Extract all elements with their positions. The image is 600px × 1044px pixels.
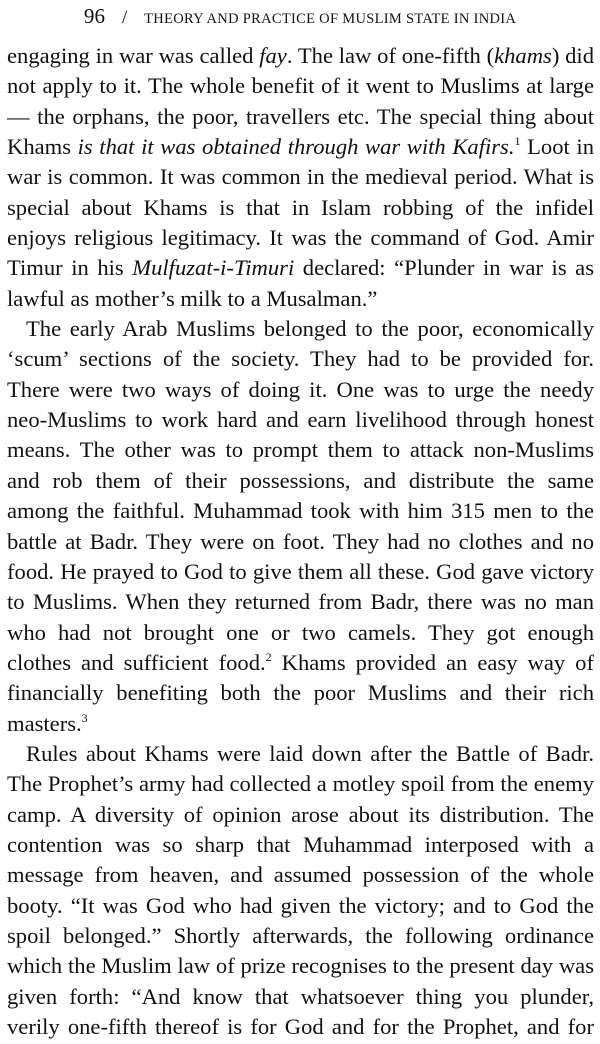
text-run: Khams provided an easy way of financially benefiting both the poor Muslims and their rich masters. xyxy=(7,649,594,736)
text-run: engaging in war was called xyxy=(7,43,260,68)
text-run: ) did not apply to it. The whole benefit of it went to Muslims at large — the orphans, the poor, travellers etc. The special thing about Khams xyxy=(7,43,594,160)
italic-text: khams xyxy=(494,43,552,68)
footnote-ref: 2 xyxy=(265,649,272,664)
text-run: declared: “Plunder in war is as lawful as mother’s milk to a Musalman.” xyxy=(7,255,594,311)
italic-text: is that it was obtained through war with Kafirs. xyxy=(77,134,515,160)
paragraph-3 xyxy=(7,739,594,1042)
italic-text: Mulfuzat-i-Timuri xyxy=(132,255,295,281)
footnote-ref: 1 xyxy=(514,134,521,149)
body-text xyxy=(7,41,594,1042)
text-run: Rules about Khams were laid down after the Battle of Badr. The Prophet’s army had collected a motley spoil from the enemy camp. A diversity of opinion arose about its distribution. The contention was so sharp that Muhammad interposed with a message from heaven, and assumed possession of the whole booty. “It was God who had given the victory; and to God the spoil belonged.” Shortly afterwards, the following ordinance which the Muslim law of prize recognises to the present day was given forth: “And know that whatsoever thing you plunder, verily one-fifth thereof is for God and for the Prophet, and for xyxy=(7,740,594,1039)
text-run: Loot in war is common. It was common in the medieval period. What is special about Khams is that in Islam robbing of the infidel enjoys religious legitimacy. It was the command of God. Amir Timur in his xyxy=(7,134,594,281)
running-head xyxy=(0,2,600,33)
text-run: The early Arab Muslims belonged to the poor, economically ‘scum’ sections of the society. They had to be provided for. There were two ways of doing it. One was to urge the needy neo-Muslims to work hard and earn livelihood through honest means. The other was to prompt them to attack non-Muslims and rob them of their possessions, and distribute the same among the faithful. Muhammad took with him 315 men to the battle at Badr. They were on foot. They had no clothes and no food. He prayed to God to give them all these. God gave victory to Muslims. When they returned from Badr, there was no man who had not brought one or two camels. They got enough clothes and sufficient food. xyxy=(7,316,594,675)
paragraph-1 xyxy=(7,41,594,314)
text-run: . The law of one-fifth ( xyxy=(286,43,495,68)
footnote-ref: 3 xyxy=(81,710,88,725)
paragraph-2 xyxy=(7,314,594,739)
book-title: THEORY AND PRACTICE OF MUSLIM STATE IN INDIA xyxy=(144,11,517,27)
header-separator: / xyxy=(121,7,128,28)
italic-text: fay xyxy=(259,43,287,68)
page-number: 96 xyxy=(83,4,106,28)
